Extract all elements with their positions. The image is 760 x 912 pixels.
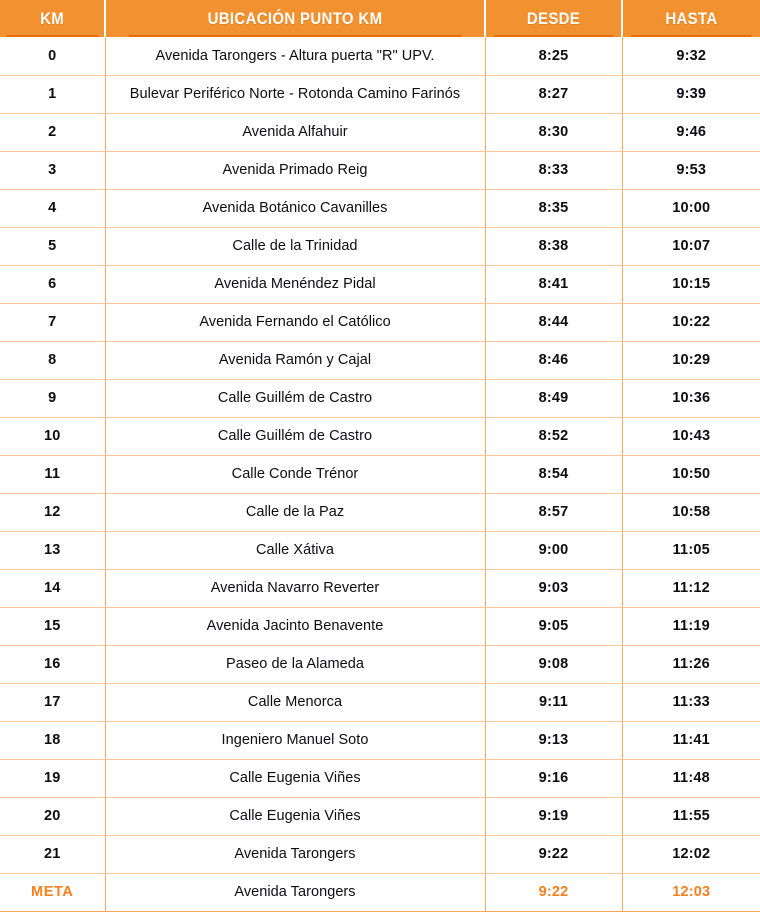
cell-ubicacion: Avenida Navarro Reverter [105, 569, 485, 607]
table-row [0, 873, 760, 911]
cell-km: 14 [0, 569, 105, 607]
cell-ubicacion: Avenida Primado Reig [105, 151, 485, 189]
cell-ubicacion: Calle Conde Trénor [105, 455, 485, 493]
table-row [0, 683, 760, 721]
cell-ubicacion: Avenida Fernando el Católico [105, 303, 485, 341]
cell-ubicacion: Avenida Ramón y Cajal [105, 341, 485, 379]
cell-desde: 8:41 [485, 265, 622, 303]
table-body [0, 37, 760, 911]
cell-hasta: 9:39 [622, 75, 760, 113]
column-header-hasta: HASTA [630, 0, 751, 37]
cell-desde: 8:44 [485, 303, 622, 341]
cell-ubicacion: Calle Eugenia Viñes [105, 797, 485, 835]
cell-desde: 9:11 [485, 683, 622, 721]
table-header [0, 0, 760, 37]
cell-desde: 8:49 [485, 379, 622, 417]
table-row [0, 493, 760, 531]
table-row [0, 341, 760, 379]
cell-desde: 8:27 [485, 75, 622, 113]
column-header-km: KM [6, 0, 98, 37]
table-row [0, 417, 760, 455]
table-row [0, 759, 760, 797]
cell-hasta: 11:33 [622, 683, 760, 721]
cell-hasta: 10:43 [622, 417, 760, 455]
cell-hasta: 10:58 [622, 493, 760, 531]
table-row [0, 607, 760, 645]
cell-hasta: 12:03 [622, 873, 760, 911]
cell-hasta: 11:12 [622, 569, 760, 607]
table-row [0, 569, 760, 607]
cell-km: 1 [0, 75, 105, 113]
cell-ubicacion: Calle Eugenia Viñes [105, 759, 485, 797]
cell-ubicacion: Calle Guillém de Castro [105, 417, 485, 455]
table-row [0, 721, 760, 759]
cell-km: 15 [0, 607, 105, 645]
cell-ubicacion: Avenida Jacinto Benavente [105, 607, 485, 645]
cell-km: 21 [0, 835, 105, 873]
cell-hasta: 11:19 [622, 607, 760, 645]
cell-km: 16 [0, 645, 105, 683]
cell-km: 2 [0, 113, 105, 151]
cell-km: 4 [0, 189, 105, 227]
cell-ubicacion: Calle de la Trinidad [105, 227, 485, 265]
cell-ubicacion: Avenida Botánico Cavanilles [105, 189, 485, 227]
cell-km: 13 [0, 531, 105, 569]
cell-ubicacion: Avenida Menéndez Pidal [105, 265, 485, 303]
cell-desde: 8:38 [485, 227, 622, 265]
table-row [0, 531, 760, 569]
cell-ubicacion: Calle Xátiva [105, 531, 485, 569]
cell-hasta: 9:32 [622, 37, 760, 75]
cell-desde: 8:25 [485, 37, 622, 75]
cell-km: 20 [0, 797, 105, 835]
cell-hasta: 11:26 [622, 645, 760, 683]
cell-desde: 8:30 [485, 113, 622, 151]
cell-hasta: 11:48 [622, 759, 760, 797]
cell-hasta: 10:00 [622, 189, 760, 227]
cell-hasta: 9:53 [622, 151, 760, 189]
cell-ubicacion: Avenida Tarongers - Altura puerta "R" UPV. [105, 37, 485, 75]
cell-hasta: 9:46 [622, 113, 760, 151]
cell-km: 8 [0, 341, 105, 379]
table-row [0, 303, 760, 341]
cell-desde: 8:33 [485, 151, 622, 189]
cell-km: 12 [0, 493, 105, 531]
cell-hasta: 10:07 [622, 227, 760, 265]
cell-ubicacion: Avenida Tarongers [105, 873, 485, 911]
table-row [0, 151, 760, 189]
cell-km: 6 [0, 265, 105, 303]
cell-desde: 8:35 [485, 189, 622, 227]
cell-hasta: 10:15 [622, 265, 760, 303]
table-row [0, 835, 760, 873]
cell-km: 19 [0, 759, 105, 797]
cell-km: 10 [0, 417, 105, 455]
cell-ubicacion: Calle Guillém de Castro [105, 379, 485, 417]
cell-hasta: 10:50 [622, 455, 760, 493]
cell-desde: 8:54 [485, 455, 622, 493]
cell-desde: 9:05 [485, 607, 622, 645]
cell-ubicacion: Bulevar Periférico Norte - Rotonda Camino Farinós [105, 75, 485, 113]
cell-km: 3 [0, 151, 105, 189]
cell-desde: 8:57 [485, 493, 622, 531]
cell-desde: 9:16 [485, 759, 622, 797]
cell-km: 9 [0, 379, 105, 417]
cell-hasta: 11:41 [622, 721, 760, 759]
column-header-ubicacion: UBICACIÓN PUNTO KM [128, 0, 462, 37]
table-row [0, 265, 760, 303]
cell-hasta: 10:22 [622, 303, 760, 341]
cell-desde: 8:46 [485, 341, 622, 379]
cell-km: META [0, 873, 105, 911]
table-row [0, 645, 760, 683]
cell-desde: 8:52 [485, 417, 622, 455]
table-row [0, 227, 760, 265]
table-row [0, 37, 760, 75]
table-row [0, 379, 760, 417]
cell-ubicacion: Calle Menorca [105, 683, 485, 721]
cell-hasta: 12:02 [622, 835, 760, 873]
table-row [0, 75, 760, 113]
cell-ubicacion: Ingeniero Manuel Soto [105, 721, 485, 759]
cell-desde: 9:22 [485, 873, 622, 911]
cell-desde: 9:00 [485, 531, 622, 569]
cell-km: 11 [0, 455, 105, 493]
cell-desde: 9:13 [485, 721, 622, 759]
table-row [0, 797, 760, 835]
cell-km: 17 [0, 683, 105, 721]
cell-hasta: 10:36 [622, 379, 760, 417]
header-row [0, 0, 760, 37]
cell-hasta: 11:55 [622, 797, 760, 835]
table-row [0, 455, 760, 493]
cell-ubicacion: Avenida Tarongers [105, 835, 485, 873]
cell-desde: 9:08 [485, 645, 622, 683]
cell-hasta: 11:05 [622, 531, 760, 569]
cell-ubicacion: Avenida Alfahuir [105, 113, 485, 151]
cell-km: 7 [0, 303, 105, 341]
cell-km: 18 [0, 721, 105, 759]
table-row [0, 113, 760, 151]
cell-hasta: 10:29 [622, 341, 760, 379]
column-header-desde: DESDE [493, 0, 614, 37]
cell-desde: 9:22 [485, 835, 622, 873]
table-row [0, 189, 760, 227]
cell-desde: 9:03 [485, 569, 622, 607]
cell-desde: 9:19 [485, 797, 622, 835]
cell-ubicacion: Paseo de la Alameda [105, 645, 485, 683]
cell-ubicacion: Calle de la Paz [105, 493, 485, 531]
cell-km: 5 [0, 227, 105, 265]
cell-km: 0 [0, 37, 105, 75]
